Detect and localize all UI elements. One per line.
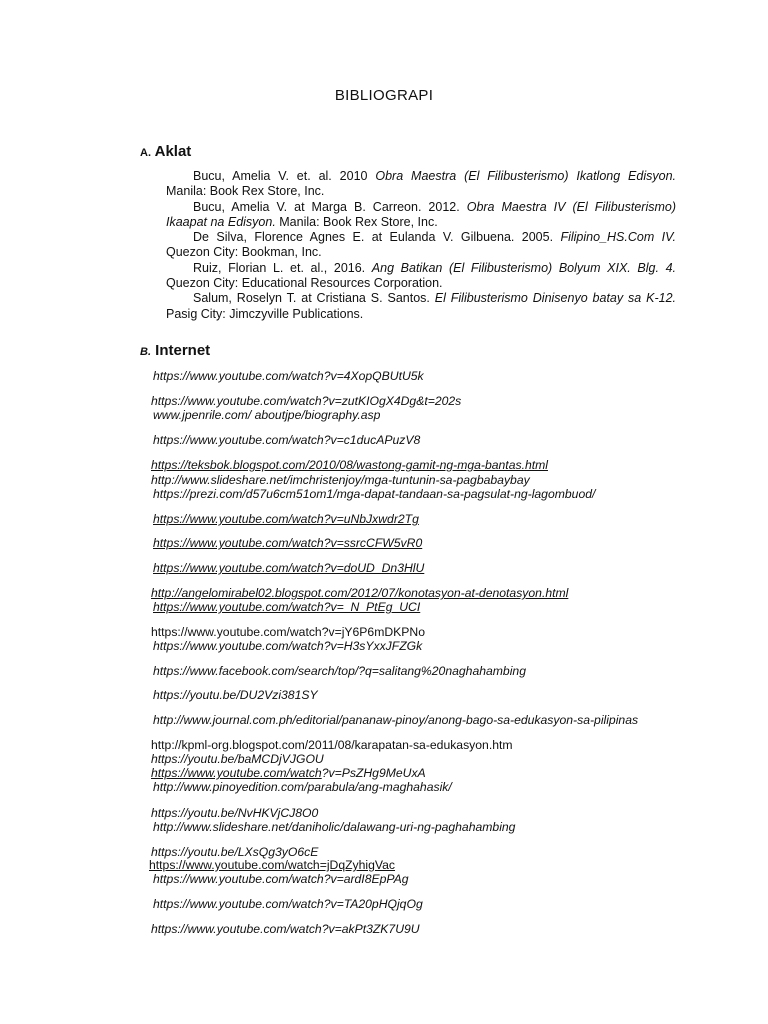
page-title: BIBLIOGRAPI bbox=[334, 87, 434, 104]
url-link[interactable]: https://www.facebook.com/search/top/?q=salitang%20naghahambing bbox=[153, 664, 526, 678]
citation-title: Obra Maestra (El Filibusterismo) Ikatlong Edisyon. bbox=[375, 169, 677, 183]
section-label: B. bbox=[140, 346, 151, 358]
url-link[interactable]: https://www.youtube.com/watch?v=4XopQBUtU5k bbox=[153, 369, 424, 383]
citation-text: De Silva, Florence Agnes E. at Eulanda V. Gilbuena. 2005. bbox=[193, 230, 561, 245]
url-link[interactable]: https://www.youtube.com/watch?v=ardI8EpPAg bbox=[153, 872, 409, 886]
url-link[interactable]: https://www.youtube.com/watch?v=doUD_Dn3HlU bbox=[153, 561, 425, 575]
url-link[interactable]: https://teksbok.blogspot.com/2010/08/wastong-gamit-ng-mga-bantas.html bbox=[151, 458, 548, 472]
book-entry-line bbox=[166, 230, 676, 245]
book-entry-line bbox=[166, 169, 676, 184]
url-link[interactable]: https://youtu.be/DU2Vzi381SY bbox=[153, 688, 318, 702]
url-link[interactable]: https://www.youtube.com/watch?v=jY6P6mDKPNo bbox=[151, 625, 426, 639]
citation-title: Ang Batikan (El Filibusterismo) Bolyum XIX. Blg. 4. bbox=[371, 260, 676, 275]
book-entry-line bbox=[166, 307, 676, 322]
citation-text: Salum, Roselyn T. at Cristiana S. Santos. bbox=[193, 291, 435, 306]
url-link[interactable]: http://www.pinoyedition.com/parabula/ang-maghahasik/ bbox=[153, 780, 452, 794]
section-title: Internet bbox=[155, 342, 211, 359]
url-link[interactable]: https://www.youtube.com/watch?v=zutKIOgX4Dg&t=202s bbox=[151, 394, 462, 408]
citation-publisher: Manila: Book Rex Store, Inc. bbox=[275, 214, 438, 229]
citation-title: Ikaapat na Edisyon. bbox=[166, 214, 276, 229]
book-entry-line bbox=[166, 291, 676, 306]
url-link[interactable]: https://youtu.be/LXsQg3yO6cE bbox=[151, 845, 319, 859]
url-link-rest: ?v=PsZHg9MeUxA bbox=[321, 766, 426, 780]
citation-publisher: Manila: Book Rex Store, Inc. bbox=[166, 184, 325, 199]
url-link[interactable]: https://youtu.be/NvHKVjCJ8O0 bbox=[151, 806, 319, 820]
citation-publisher: Quezon City: Bookman, Inc. bbox=[166, 245, 322, 260]
book-entry-line bbox=[166, 261, 676, 276]
url-link[interactable]: http://www.slideshare.net/imchristenjoy/mga-tuntunin-sa-pagbabaybay bbox=[151, 473, 530, 487]
citation-text: Bucu, Amelia V. at Marga B. Carreon. 2012. bbox=[193, 199, 467, 214]
book-list bbox=[166, 169, 676, 322]
url-link[interactable]: https://www.youtube.com/watch?v=ssrcCFW5vR0 bbox=[153, 536, 423, 550]
book-entry-line bbox=[166, 184, 676, 199]
section-heading-internet bbox=[140, 342, 210, 359]
url-link[interactable]: https://www.youtube.com/watch=jDqZyhigVac bbox=[149, 858, 396, 872]
citation-title: Filipino_HS.Com IV. bbox=[560, 230, 677, 245]
url-link[interactable]: https://www.youtube.com/watch?v=uNbJxwdr2Tg bbox=[153, 512, 419, 526]
url-link[interactable]: https://www.youtube.com/watch?v=_N_PtEg_UCI bbox=[153, 600, 421, 614]
url-link[interactable]: http://www.journal.com.ph/editorial/pananaw-pinoy/anong-bago-sa-edukasyon-sa-pilipinas bbox=[153, 713, 639, 727]
citation-title: Obra Maestra IV (El Filibusterismo) bbox=[466, 199, 677, 214]
book-entry-line bbox=[166, 245, 676, 260]
book-entry-line bbox=[166, 276, 676, 291]
url-link[interactable]: http://angelomirabel02.blogspot.com/2012/07/konotasyon-at-denotasyon.html bbox=[151, 586, 569, 600]
book-entry bbox=[166, 291, 676, 322]
url-link[interactable]: https://www.youtube.com/watch?v=c1ducAPuzV8 bbox=[153, 433, 421, 447]
url-link[interactable]: https://www.youtube.com/watch?v=H3sYxxJFZGk bbox=[153, 639, 423, 653]
url-link[interactable]: https://prezi.com/d57u6cm51om1/mga-dapat-tandaan-sa-pagsulat-ng-lagombuod/ bbox=[153, 487, 596, 501]
url-link[interactable]: http://www.slideshare.net/daniholic/dalawang-uri-ng-paghahambing bbox=[153, 820, 516, 834]
citation-title: El Filibusterismo Dinisenyo batay sa K-12. bbox=[434, 291, 676, 306]
section-label: A. bbox=[140, 147, 151, 159]
citation-text: Ruiz, Florian L. et. al., 2016. bbox=[193, 260, 372, 275]
url-link[interactable]: https://www.youtube.com/watch?v=akPt3ZK7U9U bbox=[151, 922, 420, 936]
url-link[interactable]: www.jpenrile.com/ aboutjpe/biography.asp bbox=[153, 408, 381, 422]
section-heading-aklat bbox=[140, 143, 191, 160]
citation-text: Bucu, Amelia V. et. al. 2010 bbox=[193, 169, 376, 183]
book-entry bbox=[166, 169, 676, 200]
book-entry-line bbox=[166, 215, 676, 230]
url-link[interactable]: https://www.youtube.com/watch?v=TA20pHQjqOg bbox=[153, 897, 423, 911]
book-entry bbox=[166, 200, 676, 231]
citation-publisher: Pasig City: Jimczyville Publications. bbox=[166, 306, 364, 321]
citation-publisher: Quezon City: Educational Resources Corporation. bbox=[166, 276, 443, 291]
url-link-underlined-part: https://www.youtube.com/watch bbox=[151, 766, 322, 780]
url-link[interactable]: http://kpml-org.blogspot.com/2011/08/karapatan-sa-edukasyon.htm bbox=[151, 738, 513, 752]
url-link[interactable]: https://youtu.be/baMCDjVJGOU bbox=[151, 752, 324, 766]
book-entry-line bbox=[166, 200, 676, 215]
url-link[interactable] bbox=[151, 766, 426, 780]
section-title: Aklat bbox=[154, 143, 192, 160]
book-entry bbox=[166, 230, 676, 261]
book-entry bbox=[166, 261, 676, 292]
